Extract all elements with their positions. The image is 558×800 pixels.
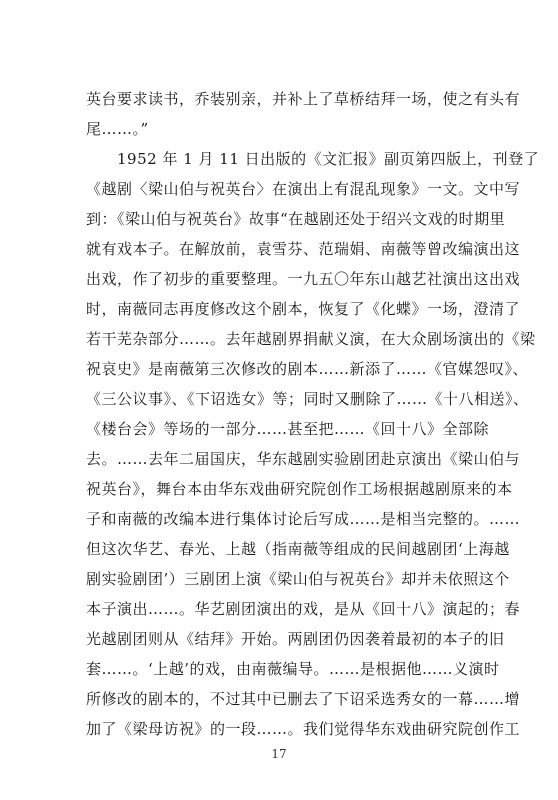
text-line: 去。……去年二届国庆，华东越剧实验剧团赴京演出《梁山伯与 [86,450,521,468]
text-line: 尾……。” [86,120,149,138]
body-text [86,84,540,744]
text-line: 但这次华艺、春光、上越（指南薇等组成的民间越剧团‘上海越 [86,540,510,558]
text-line: 若干芜杂部分……。去年越剧界捐献义演，在大众剧场演出的《梁 [86,330,536,348]
text-line: 时，南薇同志再度修改这个剧本，恢复了《化蝶》一场，澄清了 [86,300,521,318]
text-line: 《三公议事》、《下诏选女》等；同时又删除了……《十八相送》、 [86,390,529,408]
text-line: 套……。‘上越’的戏，由南薇编导。……是根据他……义演时 [86,660,500,678]
text-line: 1952 年 1 月 11 日出版的《文汇报》副页第四版上，刊登了 [86,150,540,168]
text-line: 加了《梁母访祝》的一段……。我们觉得华东戏曲研究院创作工 [86,720,521,738]
text-line: 所修改的剧本的，不过其中已删去了下诏采选秀女的一幕……增 [86,690,521,708]
text-line: 光越剧团则从《结拜》开始。两剧团仍因袭着最初的本子的旧 [86,630,505,648]
text-line: 剧实验剧团’）三剧团上演《梁山伯与祝英台》却并未依照这个 [86,570,510,588]
text-line: 到：《梁山伯与祝英台》故事“在越剧还处于绍兴文戏的时期里 [86,210,506,228]
text-line: 本子演出……。华艺剧团演出的戏，是从《回十八》演起的；春 [86,600,521,618]
text-line: 《越剧〈梁山伯与祝英台〉在演出上有混乱现象》一文。文中写 [86,180,521,198]
text-line: 就有戏本子。在解放前，袁雪芬、范瑞娟、南薇等曾改编演出这 [86,240,521,258]
text-line: 子和南薇的改编本进行集体讨论后写成……是相当完整的。…… [86,510,521,528]
text-line: 祝英台》，舞台本由华东戏曲研究院创作工场根据越剧原来的本 [86,480,513,498]
text-line: 《楼台会》等场的一部分……甚至把……《回十八》全部除 [86,420,490,438]
text-line: 祝哀史》是南薇第三次修改的剧本……新添了……《官媒怨叹》、 [86,360,529,378]
text-line: 出戏，作了初步的重要整理。一九五〇年东山越艺社演出这出戏 [86,270,521,288]
page-number: 17 [271,747,287,761]
text-line: 英台要求读书，乔装别亲，并补上了草桥结拜一场，使之有头有 [86,90,521,108]
